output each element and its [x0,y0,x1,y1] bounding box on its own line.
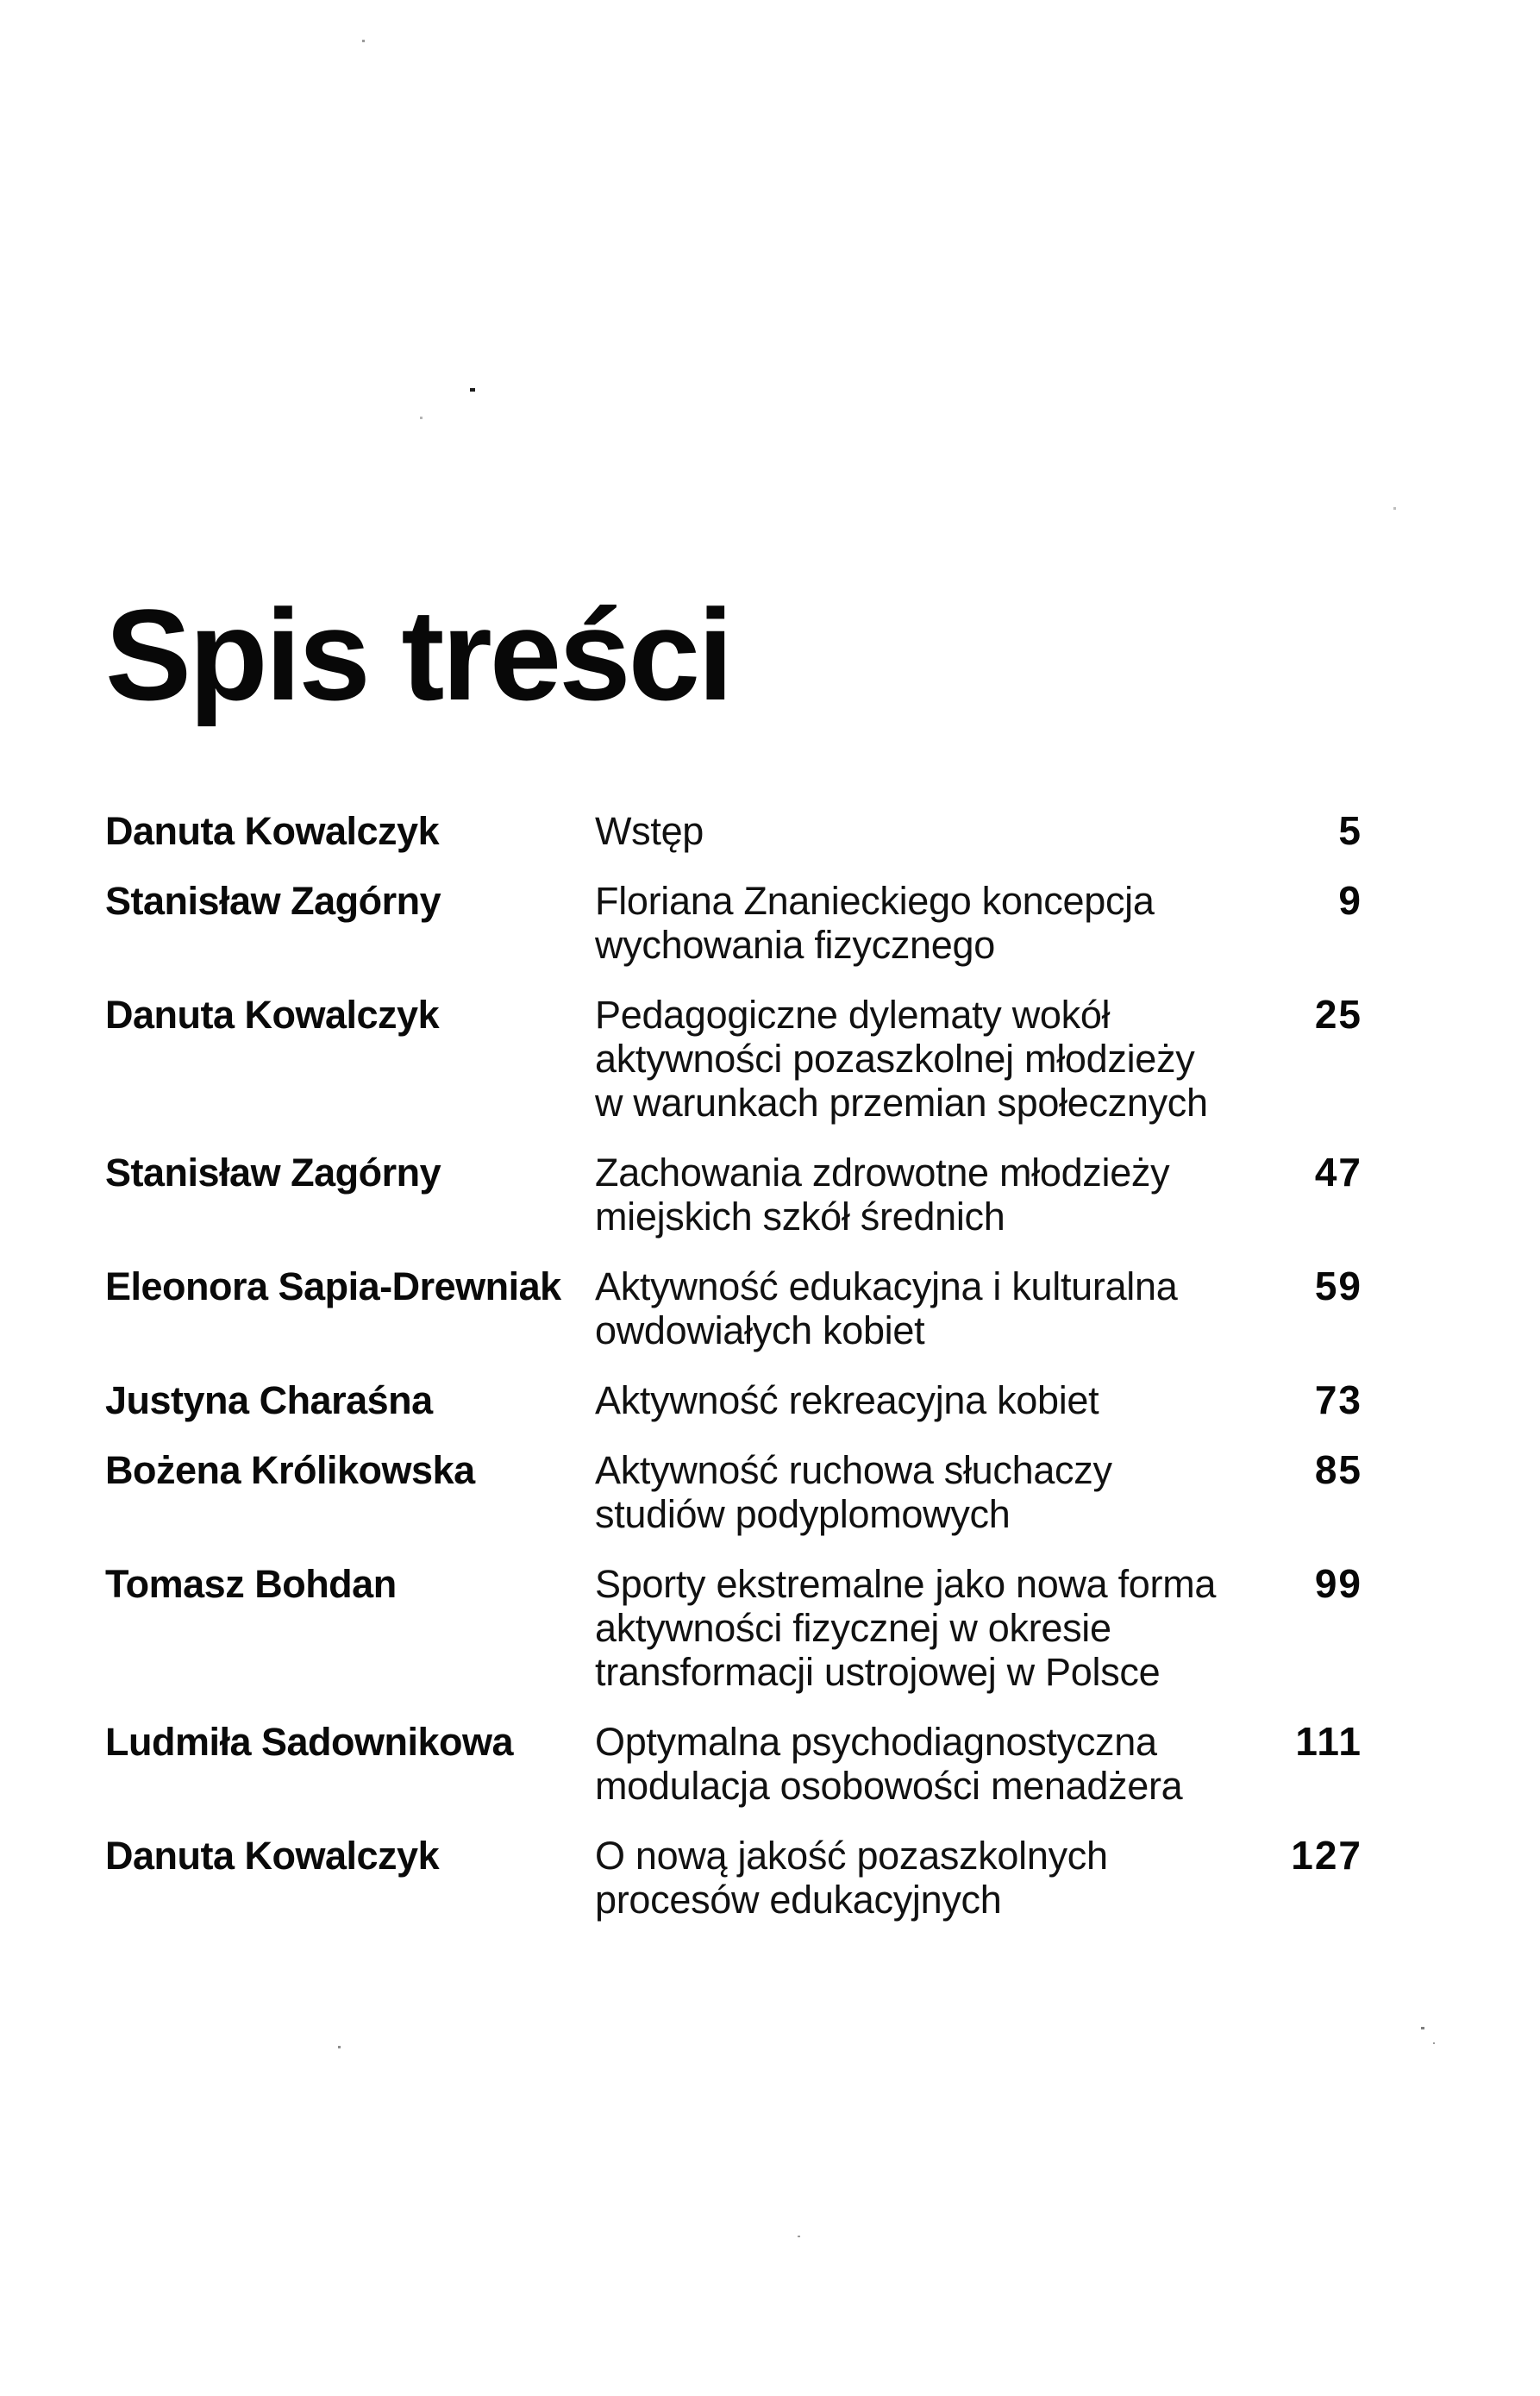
toc-entry-page: 47 [1314,1150,1362,1195]
toc-entry-title-line: aktywności pozaszkolnej młodzieży [595,1037,1195,1081]
toc-entry-page: 99 [1314,1561,1362,1606]
toc-entry-author: Ludmiła Sadownikowa [105,1720,514,1764]
scan-speck [338,2046,341,2048]
toc-entry-title-line: O nową jakość pozaszkolnych [595,1834,1108,1878]
toc-entry-title [595,1264,1250,1352]
toc-entry-author: Danuta Kowalczyk [105,993,440,1037]
toc-entry-page: 9 [1338,878,1362,923]
toc-entry [105,1834,1362,1922]
toc-entry-title-line: Wstęp [595,809,704,853]
toc-entry [105,1562,1362,1694]
toc-entry-page: 85 [1314,1447,1362,1492]
toc-entry [105,1720,1362,1808]
toc-entry-title-line: transformacji ustrojowej w Polsce [595,1650,1161,1694]
toc-entry-title-line: wychowania fizycznego [595,923,995,967]
toc-entry-page: 111 [1295,1719,1362,1764]
toc-entry-title-line: Aktywność ruchowa słuchaczy [595,1448,1112,1492]
toc-entry [105,809,1362,853]
scan-speck [1433,2042,1435,2044]
toc-entry-page: 5 [1338,808,1362,853]
toc-entry-page: 25 [1314,992,1362,1037]
toc-entry-title [595,1562,1250,1694]
toc-entry-author: Justyna Charaśna [105,1378,433,1422]
toc-entry-title [595,1151,1250,1239]
toc-entry [105,1448,1362,1536]
toc-entry-title [595,993,1250,1125]
toc-entry-author: Stanisław Zagórny [105,1151,441,1195]
toc-entry-author: Eleonora Sapia-Drewniak [105,1264,561,1308]
toc-entry [105,879,1362,967]
scan-speck [1421,2027,1424,2029]
scan-speck [470,388,475,392]
toc-entry-title [595,1378,1250,1422]
toc-entry-title-line: Optymalna psychodiagnostyczna [595,1720,1157,1764]
toc-entry-author: Danuta Kowalczyk [105,1834,440,1878]
toc-entry-title-line: miejskich szkół średnich [595,1195,1005,1239]
toc-entry-title-line: Aktywność edukacyjna i kulturalna [595,1264,1178,1308]
toc-entry-title [595,879,1250,967]
toc-entry-title [595,1720,1250,1808]
toc-entry-title [595,1448,1250,1536]
toc-entry-title-line: Floriana Znanieckiego koncepcja [595,879,1155,923]
toc-entry-author: Danuta Kowalczyk [105,809,440,853]
toc-entry-title-line: Zachowania zdrowotne młodzieży [595,1151,1170,1195]
toc-entry-title-line: aktywności fizycznej w okresie [595,1606,1111,1650]
toc-entry [105,1378,1362,1422]
toc-entry-title-line: modulacja osobowości menadżera [595,1764,1183,1808]
toc-entry-author: Tomasz Bohdan [105,1562,397,1606]
toc-entry-page: 59 [1314,1264,1362,1308]
toc-entry [105,1264,1362,1352]
toc-entry-title-line: Aktywność rekreacyjna kobiet [595,1378,1099,1422]
scan-speck [362,40,365,42]
toc-entry-title-line: owdowiałych kobiet [595,1308,925,1352]
toc-entry-author: Bożena Królikowska [105,1448,475,1492]
page-title: Spis treści [105,582,731,727]
toc-entry-title-line: Pedagogiczne dylematy wokół [595,993,1111,1037]
toc-entry-title-line: procesów edukacyjnych [595,1878,1002,1922]
toc-entry-title-line: studiów podyplomowych [595,1492,1011,1536]
toc-entry [105,993,1362,1125]
toc-entry-title [595,809,1250,853]
toc-entry-author: Stanisław Zagórny [105,879,441,923]
toc-list [105,809,1362,1922]
toc-entry-page: 73 [1314,1377,1362,1422]
scan-speck [798,2236,800,2237]
toc-entry-page: 127 [1291,1833,1362,1878]
toc-entry-title-line: Sporty ekstremalne jako nowa forma [595,1562,1217,1606]
toc-entry-title [595,1834,1250,1922]
toc-entry [105,1151,1362,1239]
scan-speck [1393,507,1396,510]
scan-speck [420,417,423,419]
toc-entry-title-line: w warunkach przemian społecznych [595,1081,1208,1125]
